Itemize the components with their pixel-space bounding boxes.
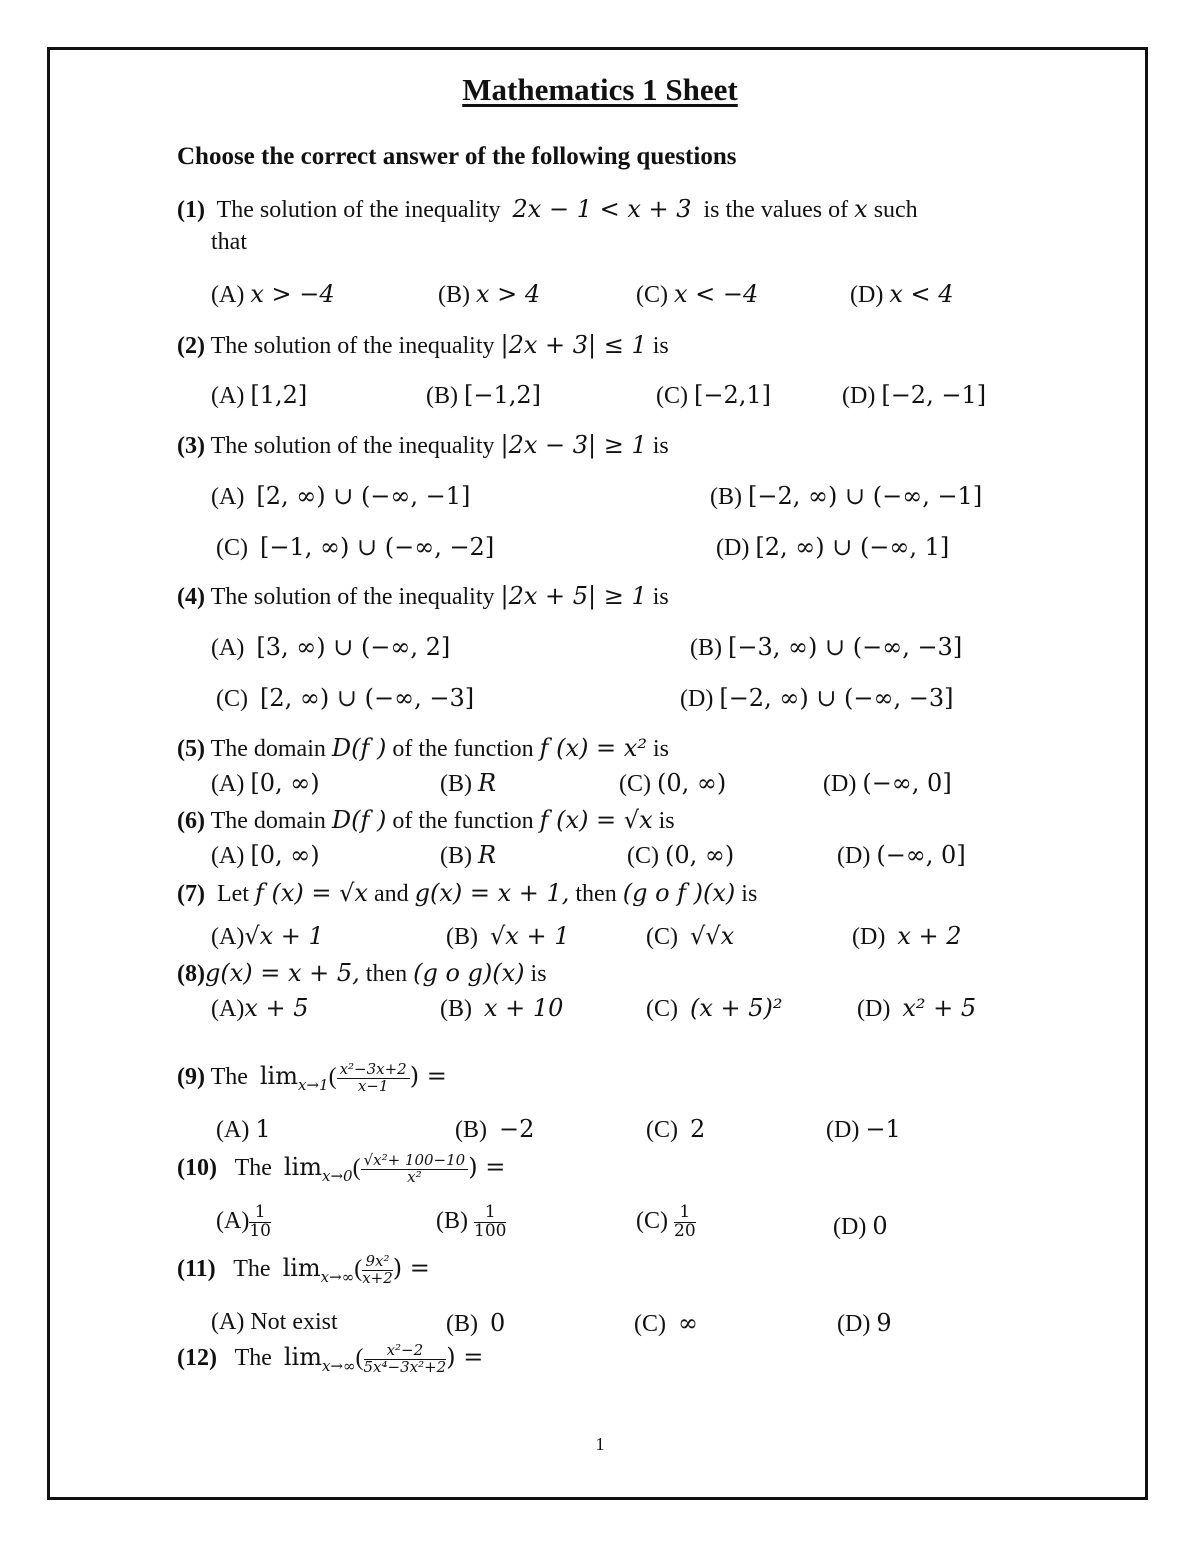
- q8-option-c[interactable]: (C) (x + 5)²: [646, 994, 783, 1022]
- question-7: (7) Let f (x) = √x and g(x) = x + 1, then (g o f )(x) is: [177, 879, 758, 907]
- q4-option-b[interactable]: (B) [−3, ∞) ∪ (−∞, −3]: [690, 633, 963, 661]
- q2-option-d[interactable]: (D) [−2, −1]: [842, 381, 987, 409]
- question-1: (1) The solution of the inequality 2x − 1 < x + 3 is the values of x such: [177, 195, 918, 223]
- q10-option-d[interactable]: (D) 0: [833, 1212, 888, 1240]
- q1-option-c[interactable]: (C) x < −4: [636, 280, 759, 308]
- q2-option-b[interactable]: (B) [−1,2]: [426, 381, 542, 409]
- q8-option-d[interactable]: (D) x² + 5: [857, 994, 977, 1022]
- q4-option-d[interactable]: (D) [−2, ∞) ∪ (−∞, −3]: [680, 684, 954, 712]
- question-1-cont: that: [211, 229, 247, 255]
- q8-option-a[interactable]: (A)x + 5: [211, 994, 309, 1022]
- q6-option-d[interactable]: (D) (−∞, 0]: [837, 841, 966, 869]
- q11-option-b[interactable]: (B) 0: [446, 1309, 506, 1337]
- q4-option-a[interactable]: (A) [3, ∞) ∪ (−∞, 2]: [211, 633, 451, 661]
- q2-option-a[interactable]: (A) [1,2]: [211, 381, 308, 409]
- q10-option-b[interactable]: (B) $\frac{1}{100}$: [436, 1202, 507, 1241]
- q7-option-b[interactable]: (B) √x + 1: [446, 922, 570, 950]
- q5-option-a[interactable]: (A) [0, ∞): [211, 769, 320, 797]
- q3-option-d[interactable]: (D) [2, ∞) ∪ (−∞, 1]: [716, 533, 950, 561]
- q1-option-a[interactable]: (A) x > −4: [211, 280, 335, 308]
- q10-fraction: $\frac{\text{√x²+ 100−10}}{\text{x²}}$: [361, 1153, 469, 1186]
- q11-option-c[interactable]: (C) ∞: [634, 1309, 698, 1337]
- q3-option-b[interactable]: (B) [−2, ∞) ∪ (−∞, −1]: [710, 482, 983, 510]
- q3-option-a[interactable]: (A) [2, ∞) ∪ (−∞, −1]: [211, 482, 471, 510]
- q4-option-c[interactable]: (C) [2, ∞) ∪ (−∞, −3]: [216, 684, 475, 712]
- q2-option-c[interactable]: (C) [−2,1]: [656, 381, 772, 409]
- q1-option-b[interactable]: (B) x > 4: [438, 280, 541, 308]
- q9-option-b[interactable]: (B) −2: [455, 1115, 535, 1143]
- q7-option-a[interactable]: (A)√x + 1: [211, 922, 324, 950]
- q6-option-a[interactable]: (A) [0, ∞): [211, 841, 320, 869]
- question-10: (10) The $\lim_{x\to 0}$( $\frac{\text{√x²+ 100−10}}{\text{x²}}$ ) =: [177, 1151, 506, 1186]
- q9-option-a[interactable]: (A) 1: [216, 1115, 271, 1143]
- question-9: (9) The $\lim_{x\to 1}$( $\frac{\text{x²−3x+2}}{x-1}$ ) =: [177, 1060, 447, 1095]
- q9-option-c[interactable]: (C) 2: [646, 1115, 706, 1143]
- question-6: (6) The domain D(f ) of the function f (x) = √x is: [177, 806, 675, 834]
- question-3: (3) The solution of the inequality |2x − 3| ≥ 1 is: [177, 431, 669, 459]
- q5-option-b[interactable]: (B) R: [440, 769, 497, 797]
- q9-option-d[interactable]: (D) −1: [826, 1115, 901, 1143]
- q8-option-b[interactable]: (B) x + 10: [440, 994, 564, 1022]
- q5-option-d[interactable]: (D) (−∞, 0]: [823, 769, 952, 797]
- q7-option-c[interactable]: (C) √√x: [646, 922, 735, 950]
- page-title: Mathematics 1 Sheet: [462, 72, 738, 107]
- question-11: (11) The $\lim_{x\to\infty}$( $\frac{\text{9x²}}{x+2}$ ) =: [177, 1252, 430, 1287]
- q3-option-c[interactable]: (C) [−1, ∞) ∪ (−∞, −2]: [216, 533, 495, 561]
- q9-fraction: $\frac{\text{x²−3x+2}}{x-1}$: [337, 1062, 410, 1095]
- question-8: (8)g(x) = x + 5, then (g o g)(x) is: [177, 959, 547, 987]
- instruction: Choose the correct answer of the following questions: [177, 143, 737, 170]
- question-5: (5) The domain D(f ) of the function f (x) = x² is: [177, 734, 669, 762]
- question-12: (12) The $\lim_{x\to\infty}$( $\frac{\text{x²−2}}{\text{5x⁴−3x²+2}}$ ) =: [177, 1341, 484, 1376]
- q7-option-d[interactable]: (D) x + 2: [852, 922, 962, 950]
- q6-option-b[interactable]: (B) R: [440, 841, 497, 869]
- q10-option-a[interactable]: (A) $\frac{1}{10}$: [216, 1202, 271, 1241]
- q6-option-c[interactable]: (C) (0, ∞): [627, 841, 735, 869]
- q10-option-c[interactable]: (C) $\frac{1}{20}$: [636, 1202, 696, 1241]
- q12-fraction: $\frac{\text{x²−2}}{\text{5x⁴−3x²+2}}$: [363, 1341, 447, 1376]
- q11-option-d[interactable]: (D) 9: [837, 1309, 892, 1337]
- q5-option-c[interactable]: (C) (0, ∞): [619, 769, 727, 797]
- page-number: 1: [595, 1434, 605, 1454]
- q1-option-d[interactable]: (D) x < 4: [850, 280, 954, 308]
- question-2: (2) The solution of the inequality |2x + 3| ≤ 1 is: [177, 331, 669, 359]
- question-4: (4) The solution of the inequality |2x + 5| ≥ 1 is: [177, 582, 669, 610]
- q11-fraction: $\frac{\text{9x²}}{x+2}$: [362, 1252, 393, 1287]
- q11-option-a[interactable]: (A) Not exist: [211, 1309, 338, 1335]
